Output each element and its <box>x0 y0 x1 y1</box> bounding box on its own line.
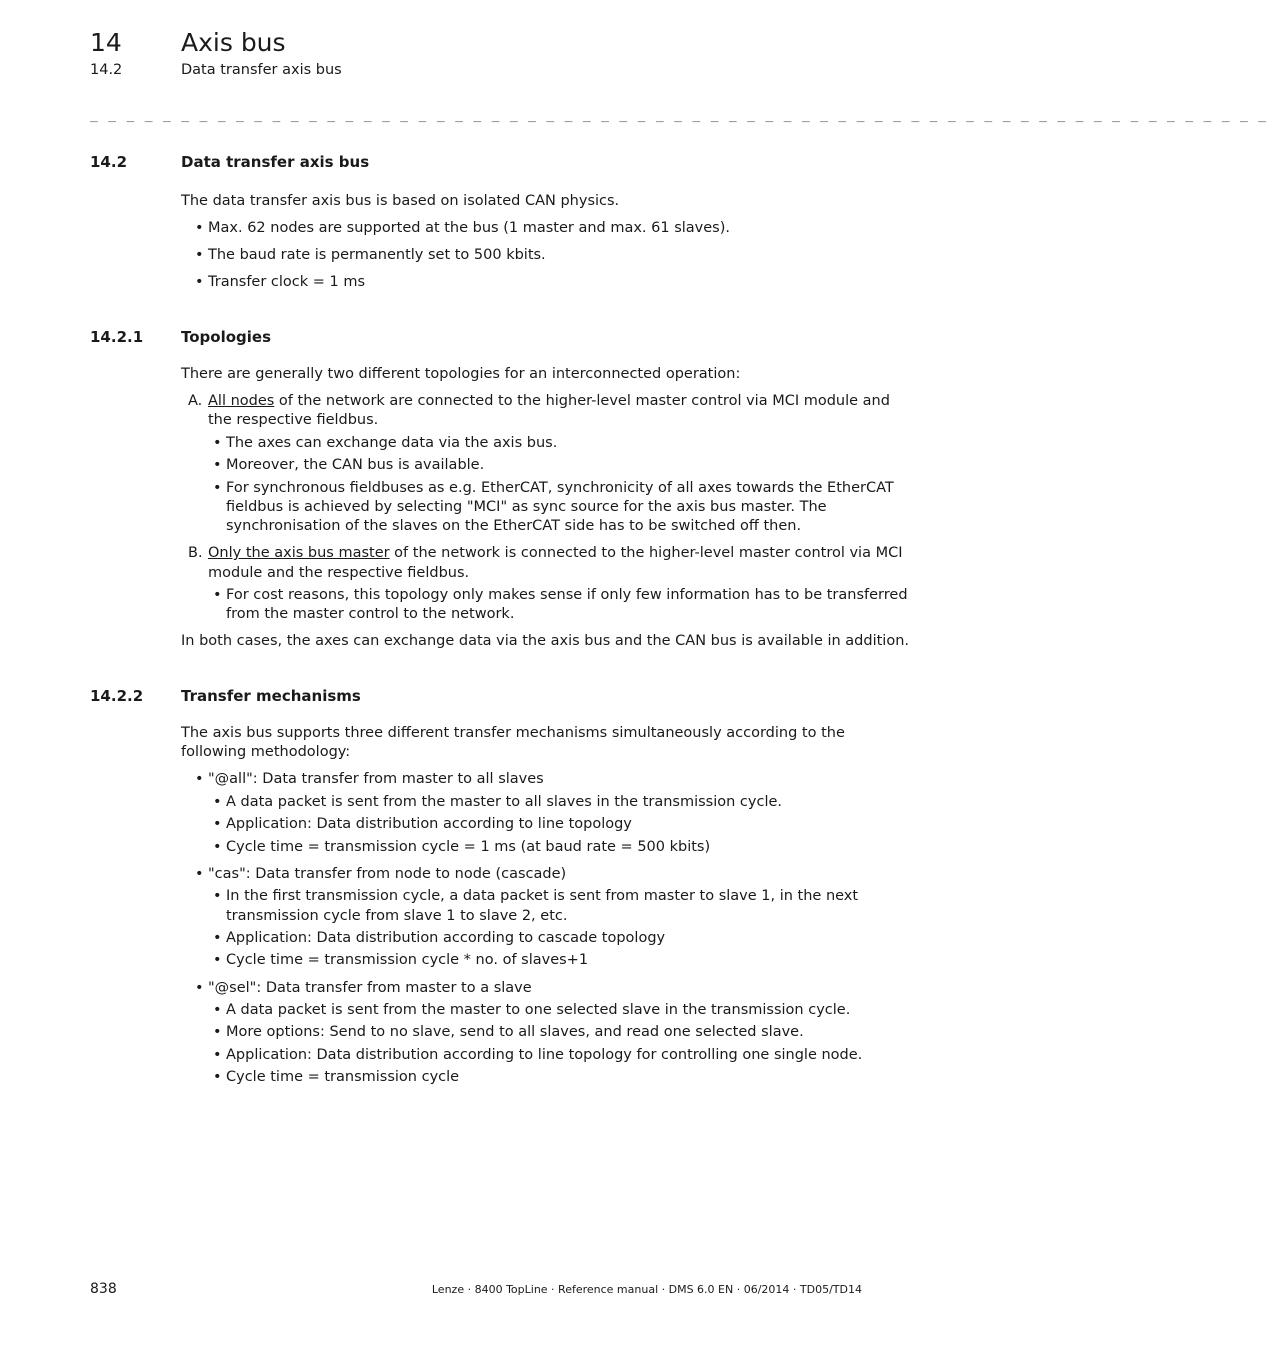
list-item: Cycle time = transmission cycle <box>226 1069 460 1085</box>
publication-info: Lenze · 8400 TopLine · Reference manual · DMS 6.0 EN · 06/2014 · TD05/TD14 <box>431 1283 862 1296</box>
bullet-icon: • <box>213 1069 222 1085</box>
list-item: Application: Data distribution according to line topology <box>226 816 632 832</box>
bullet-icon: • <box>213 952 222 968</box>
bullet-icon: • <box>195 980 204 996</box>
topology-b-line <box>208 544 903 563</box>
topologies-intro: There are generally two different topologies for an interconnected operation: <box>181 366 741 382</box>
list-item: The baud rate is permanently set to 500 kbits. <box>208 247 546 263</box>
list-item: Moreover, the CAN bus is available. <box>226 457 485 473</box>
bullet-icon: • <box>213 816 222 832</box>
header-section-title: Data transfer axis bus <box>181 62 342 78</box>
bullet-icon: • <box>213 1047 222 1063</box>
chapter-title: Axis bus <box>181 28 286 57</box>
page-number: 838 <box>90 1281 117 1297</box>
list-item-line: fieldbus is achieved by selecting "MCI" as sync source for the axis bus master. The <box>226 499 827 515</box>
list-item-line: from the master control to the network. <box>226 606 515 622</box>
bullet-icon: • <box>213 435 222 451</box>
section-number: 14.2 <box>90 153 128 171</box>
list-item: Max. 62 nodes are supported at the bus (1 master and max. 61 slaves). <box>208 220 730 236</box>
subsection-title: Transfer mechanisms <box>181 687 361 705</box>
bullet-icon: • <box>213 587 222 603</box>
list-item-line: For synchronous fieldbuses as e.g. EtherCAT, synchronicity of all axes towards the EtherCAT <box>226 480 894 496</box>
list-item: Cycle time = transmission cycle * no. of slaves+1 <box>226 952 589 968</box>
mechanisms-intro-line1: The axis bus supports three different transfer mechanisms simultaneously according to the <box>181 725 845 741</box>
list-item-line: transmission cycle from slave 1 to slave 2, etc. <box>226 908 568 924</box>
bullet-icon: • <box>195 220 204 236</box>
list-label-a: A. <box>188 393 203 409</box>
bullet-icon: • <box>213 888 222 904</box>
list-item-line: For cost reasons, this topology only makes sense if only few information has to be transferred <box>226 587 908 603</box>
list-item-line: synchronisation of the slaves on the EtherCAT side has to be switched off then. <box>226 518 802 534</box>
bullet-icon: • <box>195 771 204 787</box>
header-section-number: 14.2 <box>90 62 123 78</box>
bullet-icon: • <box>213 839 222 855</box>
topology-a-emphasis: All nodes <box>208 393 275 409</box>
topology-b-emphasis: Only the axis bus master <box>208 545 390 561</box>
mechanisms-intro-line2: following methodology: <box>181 744 351 760</box>
subsection-title: Topologies <box>181 328 272 346</box>
subsection-number: 14.2.1 <box>90 328 144 346</box>
bullet-icon: • <box>213 930 222 946</box>
list-item: Application: Data distribution according to line topology for controlling one single node. <box>226 1047 863 1063</box>
list-item: A data packet is sent from the master to all slaves in the transmission cycle. <box>226 794 783 810</box>
subsection-number: 14.2.2 <box>90 687 144 705</box>
section-intro: The data transfer axis bus is based on isolated CAN physics. <box>181 193 620 209</box>
topology-a-line <box>208 392 890 411</box>
bullet-icon: • <box>195 274 204 290</box>
list-item: Application: Data distribution according to cascade topology <box>226 930 666 946</box>
mechanism-all-heading: "@all": Data transfer from master to all slaves <box>208 771 544 787</box>
topology-b-line2: module and the respective fieldbus. <box>208 565 470 581</box>
list-item-line: In the first transmission cycle, a data packet is sent from master to slave 1, in the next <box>226 888 859 904</box>
list-item: The axes can exchange data via the axis bus. <box>226 435 558 451</box>
topology-a-line2: the respective fieldbus. <box>208 412 379 428</box>
bullet-icon: • <box>195 247 204 263</box>
bullet-icon: • <box>213 794 222 810</box>
list-item: Cycle time = transmission cycle = 1 ms (at baud rate = 500 kbits) <box>226 839 711 855</box>
list-item: A data packet is sent from the master to one selected slave in the transmission cycle. <box>226 1002 851 1018</box>
bullet-icon: • <box>213 1002 222 1018</box>
topologies-closing: In both cases, the axes can exchange data via the axis bus and the CAN bus is available in addition. <box>181 633 910 649</box>
section-title: Data transfer axis bus <box>181 153 370 171</box>
bullet-icon: • <box>195 866 204 882</box>
bullet-icon: • <box>213 480 222 496</box>
topology-a-text: of the network are connected to the higher-level master control via MCI module and <box>274 393 890 409</box>
list-item: Transfer clock = 1 ms <box>208 274 366 290</box>
bullet-icon: • <box>213 457 222 473</box>
mechanism-sel-heading: "@sel": Data transfer from master to a slave <box>208 980 532 996</box>
list-label-b: B. <box>188 545 203 561</box>
header-separator: _ _ _ _ _ _ _ _ _ _ _ _ _ _ _ _ _ _ _ _ _ _ _ _ _ _ _ _ _ _ _ _ _ _ _ _ _ _ _ _ _ _ _ _ _ _ _ _ _ _ _ _ _ _ _ _ _ _ _ _ _ _ _ _ _ <box>90 108 1267 123</box>
list-item: More options: Send to no slave, send to all slaves, and read one selected slave. <box>226 1024 804 1040</box>
chapter-number: 14 <box>90 28 122 57</box>
bullet-icon: • <box>213 1024 222 1040</box>
topology-b-text: of the network is connected to the higher-level master control via MCI <box>389 545 903 561</box>
mechanism-cas-heading: "cas": Data transfer from node to node (cascade) <box>208 866 567 882</box>
